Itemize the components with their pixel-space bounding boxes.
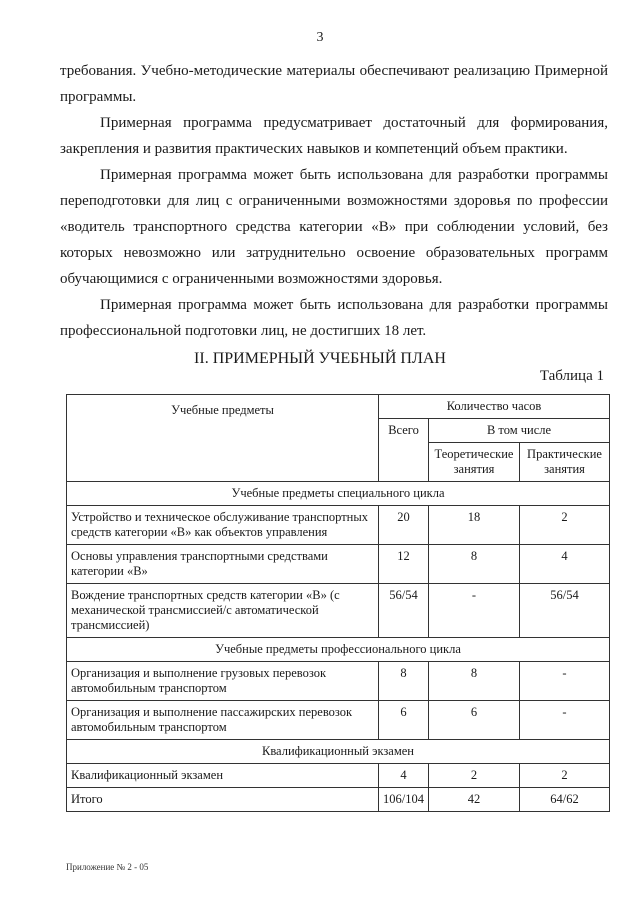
row-theory: 6 bbox=[429, 701, 520, 740]
header-including: В том числе bbox=[429, 419, 610, 443]
curriculum-table bbox=[66, 394, 610, 812]
table-label: Таблица 1 bbox=[539, 368, 604, 384]
footer-note: Приложение № 2 - 05 bbox=[66, 862, 149, 872]
group-title: Учебные предметы профессионального цикла bbox=[67, 638, 610, 662]
row-total: 12 bbox=[379, 545, 429, 584]
row-practice: 2 bbox=[520, 506, 610, 545]
row-name: Вождение транспортных средств категории «В» (с механической трансмиссией/с автоматической трансмиссией) bbox=[67, 584, 379, 638]
header-practice: Практические занятия bbox=[520, 443, 610, 482]
row-name: Устройство и техническое обслуживание транспортных средств категории «В» как объектов управления bbox=[67, 506, 379, 545]
header-subjects: Учебные предметы bbox=[67, 395, 379, 482]
row-theory: 2 bbox=[429, 764, 520, 788]
row-name: Квалификационный экзамен bbox=[67, 764, 379, 788]
row-theory: 8 bbox=[429, 545, 520, 584]
table-row bbox=[67, 506, 610, 545]
row-practice: - bbox=[520, 662, 610, 701]
row-practice: 64/62 bbox=[520, 788, 610, 812]
paragraph: Примерная программа предусматривает достаточный для формирования, закрепления и развития практических навыков и компетенций объем практики. bbox=[60, 115, 608, 157]
row-theory: 42 bbox=[429, 788, 520, 812]
row-total: 8 bbox=[379, 662, 429, 701]
paragraph: требования. Учебно-методические материалы обеспечивают реализацию Примерной программы. bbox=[60, 63, 608, 105]
header-theory: Теоретические занятия bbox=[429, 443, 520, 482]
header-total: Всего bbox=[379, 419, 429, 482]
row-name: Организация и выполнение пассажирских перевозок автомобильным транспортом bbox=[67, 701, 379, 740]
table-row bbox=[67, 701, 610, 740]
row-total: 106/104 bbox=[379, 788, 429, 812]
paragraph: Примерная программа может быть использована для разработки программы переподготовки для лиц с ограниченными возможностями здоровья по профессии «водитель транспортного средства категории «В» при соблюдении условий, без которых невозможно или затруднительно освоение образовательных программ обучающимися с ограниченными возможностями здоровья. bbox=[60, 167, 608, 287]
row-total: 6 bbox=[379, 701, 429, 740]
row-practice: 56/54 bbox=[520, 584, 610, 638]
row-theory: - bbox=[429, 584, 520, 638]
row-theory: 18 bbox=[429, 506, 520, 545]
group-title: Учебные предметы специального цикла bbox=[67, 482, 610, 506]
table-row bbox=[67, 584, 610, 638]
row-theory: 8 bbox=[429, 662, 520, 701]
row-practice: 2 bbox=[520, 764, 610, 788]
row-total: 4 bbox=[379, 764, 429, 788]
table-row bbox=[67, 545, 610, 584]
row-name: Основы управления транспортными средствами категории «В» bbox=[67, 545, 379, 584]
section-title: II. ПРИМЕРНЫЙ УЧЕБНЫЙ ПЛАН bbox=[194, 350, 446, 367]
row-total: 20 bbox=[379, 506, 429, 545]
row-name: Итого bbox=[67, 788, 379, 812]
row-practice: 4 bbox=[520, 545, 610, 584]
group-title: Квалификационный экзамен bbox=[67, 740, 610, 764]
header-hours: Количество часов bbox=[379, 395, 610, 419]
page-number: 3 bbox=[316, 30, 324, 45]
table-row bbox=[67, 764, 610, 788]
paragraph: Примерная программа может быть использована для разработки программы профессиональной подготовки лиц, не достигших 18 лет. bbox=[60, 297, 608, 339]
row-total: 56/54 bbox=[379, 584, 429, 638]
table-row bbox=[67, 788, 610, 812]
row-practice: - bbox=[520, 701, 610, 740]
table-row bbox=[67, 662, 610, 701]
row-name: Организация и выполнение грузовых перевозок автомобильным транспортом bbox=[67, 662, 379, 701]
